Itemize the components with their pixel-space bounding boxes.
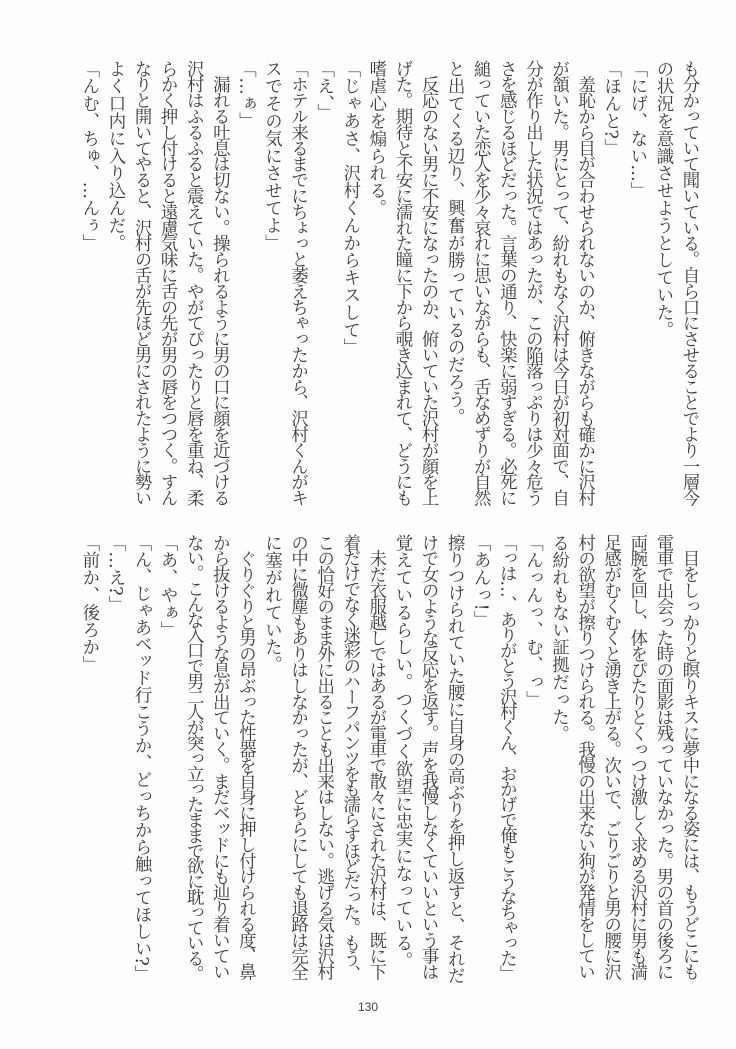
text-line: スでその気にさせてよ」 — [261, 60, 282, 252]
text-line: ない。こんな入口で男二人が突っ立ったままで欲に耽っている。 — [183, 534, 204, 981]
text-line: 嗜虐心を煽られる。 — [365, 60, 386, 217]
text-line: げた。期待と不安に濡れた瞳に下から覗き込まれて、どうにも — [391, 60, 412, 506]
text-block-bottom — [62, 534, 702, 984]
text-line: が頷いた。男にとって、紛れもなく沢村は今日が初対面で、自 — [548, 60, 569, 506]
text-line: 未だ衣服越しではあるが電車で散々にされた沢村は、既に下 — [365, 534, 386, 980]
text-line: 覚えているらしい。つくづく欲望に忠実になっている。 — [391, 534, 412, 969]
text-line: 羞恥から目が合わせられないのか、俯きながらも確かに沢村 — [574, 60, 595, 506]
text-line: 「ん、じゃあベッド行こうか、どっちから触ってほしい?」 — [131, 534, 152, 983]
text-line: に塞がれていた。 — [261, 534, 282, 674]
text-line: の中に微塵もありはしなかったが、どちらにしても退路は完全 — [287, 534, 308, 980]
text-line: 縋っていた恋人を少々哀れに思いながらも、舌なめずりが自然 — [470, 60, 491, 506]
text-line: 両腕を回し、体をぴたりとくっつけ激しく求める沢村に男も満 — [626, 534, 647, 980]
text-line: なりと開いてやると、沢村の舌が先ほど男にされたように勢い — [131, 60, 152, 506]
text-line: 反応のない男に不安になったのか、俯いていた沢村が顔を上 — [418, 60, 439, 506]
text-line: 足感がむくむくと湧き上がる。次いで、ごりごりと男の腰に沢 — [600, 534, 621, 980]
text-line: 「前か、後ろか」 — [78, 534, 99, 674]
text-line: 「ホテル来るまでにちょっと萎えちゃったから、沢村くんがキ — [287, 60, 308, 506]
text-line: の状況を意識させようとしていた。 — [652, 60, 673, 339]
page-number: 130 — [357, 1000, 379, 1014]
text-line: ぐりぐりと男の昂ぶった性器を自身に押し付けられる度、鼻 — [235, 534, 256, 980]
text-block-top — [62, 60, 702, 510]
text-line: 「んっんっ、む、っ」 — [522, 534, 543, 708]
text-line: 「ほんと?」 — [600, 60, 621, 157]
text-line: 漏れる吐息は切ない。操られるように男の口に顔を近づける — [209, 60, 230, 506]
text-line: 擦りつけられていた腰に自身の高ぶりを押し返すと、それだ — [444, 534, 465, 984]
text-line: 「あ、やぁ」 — [157, 534, 178, 639]
text-line: 「んむ、ちゅ、…んぅ」 — [78, 60, 99, 252]
text-line: 分が作り出した状況ではあったが、この陥落っぷりは少々危う — [522, 60, 543, 506]
text-line: 着だけでなく迷彩のハーフパンツをも濡らすほどだった。もう、 — [339, 534, 360, 981]
text-line: さを感じるほどだった。言葉の通り、快楽に弱すぎる。必死に — [496, 60, 517, 506]
text-line: けで女のような反応を返す。声を我慢しなくていいという事は — [418, 534, 439, 980]
text-line: 「あんっ!」 — [470, 534, 491, 628]
text-line: 目をしっかりと瞑りキスに夢中になる姿には、もうどこにも — [679, 534, 699, 980]
text-line: 村の欲望が擦りつけられる。我慢の出来ない狗が発情をしてい — [574, 534, 595, 980]
text-line: 「っは…、ありがとう沢村くん、おかげで俺もこうなちゃった」 — [496, 534, 517, 981]
text-line: 「…え?」 — [104, 534, 125, 613]
text-line: 「じゃあさ、沢村くんからキスして」 — [339, 60, 360, 356]
text-line: 「にげ、ない…」 — [626, 60, 647, 200]
text-line: から抜けるような息が出ていく。まだベッドにも辿り着いてい — [209, 534, 230, 980]
text-line: 「…ぁ」 — [235, 60, 256, 130]
text-line: も分かっていて聞いている。自ら口にさせることでより一層今 — [679, 60, 699, 506]
text-line: らかく押し付けると遠慮気味に舌の先が男の唇をつつく。すん — [157, 60, 178, 506]
text-line: 沢村はふるふると震えていた。やがてぴったりと唇を重ね、柔 — [183, 60, 204, 506]
text-line: 「え、」 — [313, 60, 334, 121]
text-line: この恰好のまま外に出ることも出来はしない。逃げる気は沢村 — [313, 534, 334, 980]
text-line: よく口内に入り込んだ。 — [104, 60, 125, 252]
text-line: と出てくる辺り、興奮が勝っているのだろう。 — [444, 60, 465, 426]
text-line: る紛れもない証拠だった。 — [548, 534, 569, 743]
text-line: 電車で出会った時の面影は残っていなかった。男の首の後ろに — [652, 534, 673, 980]
